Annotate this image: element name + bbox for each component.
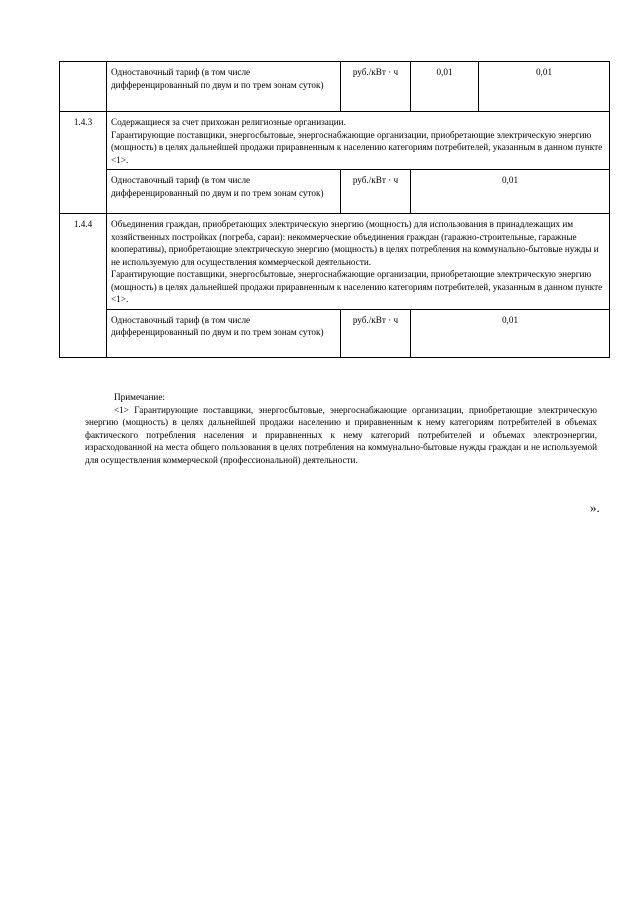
- table-row: [60, 214, 610, 310]
- unit-cell: руб./кВт · ч: [341, 62, 411, 112]
- value-cell: 0,01: [479, 62, 610, 112]
- item-number: 1.4.4: [60, 214, 107, 358]
- tariff-name-cell: Одноставочный тариф (в том числе дифференцированный по двум и по трем зонам суток): [107, 309, 341, 357]
- table-row: [60, 62, 610, 112]
- value-cell: 0,01: [411, 309, 610, 357]
- value-cell: 0,01: [411, 62, 479, 112]
- table-row: [60, 170, 610, 214]
- closing-quote: ».: [590, 500, 600, 515]
- item-description: [107, 112, 610, 170]
- table-row: [60, 112, 610, 170]
- tariff-name-cell: Одноставочный тариф (в том числе дифференцированный по двум и по трем зонам суток): [107, 170, 341, 214]
- footnote: [85, 391, 597, 466]
- description-line: Содержащиеся за счет прихожан религиозные организации.: [111, 117, 346, 127]
- description-line: Объединения граждан, приобретающих электрическую энергию (мощность) для использования в принадлежащих им хозяйственных постройках (погреба, сараи): некоммерческие объединения граждан (гаражно-строительные, гаражные кооперативы), приобретающие электрическую энергию (мощность) в целях потребления на коммунально-бытовые нужды и не используемую для осуществления коммерческой деятельности.: [111, 219, 599, 267]
- footnote-title: Примечание:: [114, 392, 165, 402]
- unit-cell: руб./кВт · ч: [341, 170, 411, 214]
- table-row: [60, 309, 610, 357]
- value-cell: 0,01: [411, 170, 610, 214]
- tariff-name-cell: Одноставочный тариф (в том числе дифференцированный по двум и по трем зонам суток): [107, 62, 341, 112]
- footnote-body: <1> Гарантирующие поставщики, энергосбытовые, энергоснабжающие организации, приобретающие электрическую энергию (мощность) в целях дальнейшей продажи населению и приравненным к нему категориям потребителей в объемах фактического потребления населения и приравненных к нему категорий потребителей и объемах электроэнергии, израсходованной на места общего пользования в целях потребления на коммунально-бытовые нужды граждан и не используемой для осуществления коммерческой (профессиональной) деятельности.: [85, 404, 597, 465]
- item-description: [107, 214, 610, 310]
- description-line: Гарантирующие поставщики, энергосбытовые, энергоснабжающие организации, приобретающие электрическую энергию (мощность) в целях дальнейшей продажи приравненным к населению категориям потребителей, указанным в данном пункте <1>.: [111, 129, 603, 165]
- tariff-table: [59, 61, 610, 358]
- item-number: 1.4.3: [60, 112, 107, 214]
- number-cell: [60, 62, 107, 112]
- description-line: Гарантирующие поставщики, энергосбытовые, энергоснабжающие организации, приобретающие электрическую энергию (мощность) в целях дальнейшей продажи приравненным к населению категориям потребителей, указанным в данном пункте <1>.: [111, 269, 603, 304]
- unit-cell: руб./кВт · ч: [341, 309, 411, 357]
